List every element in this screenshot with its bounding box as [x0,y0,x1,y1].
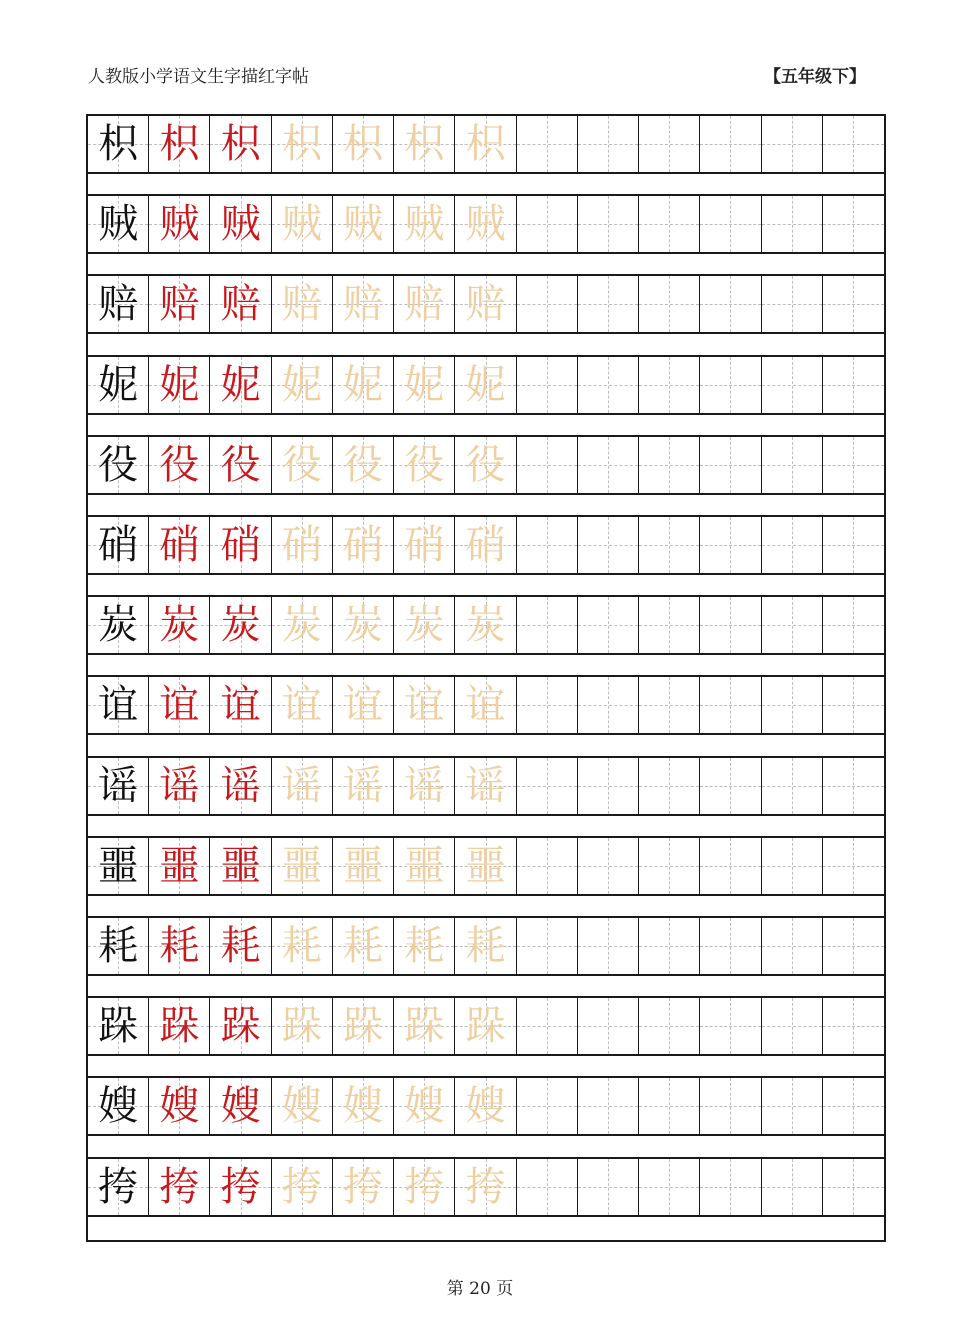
practice-row [88,675,884,735]
blank-writing-cell[interactable] [639,998,700,1054]
character-glyph: 嫂 [281,1083,322,1130]
blank-writing-cell[interactable] [517,1159,578,1215]
character-glyph: 挎 [281,1163,322,1210]
red-example-cell [149,838,210,894]
blank-writing-cell[interactable] [578,357,639,413]
blank-writing-cell[interactable] [762,517,823,573]
trace-cell [272,998,333,1054]
character-glyph: 硝 [465,522,506,568]
character-glyph: 炭 [281,602,322,649]
trace-cell [455,517,516,573]
blank-writing-cell[interactable] [823,677,884,733]
blank-writing-cell[interactable] [578,1078,639,1134]
character-glyph: 赔 [98,281,139,328]
trace-cell [333,437,394,493]
trace-cell [333,597,394,653]
character-glyph: 役 [343,441,384,488]
character-glyph: 炭 [220,602,261,649]
character-glyph: 嫂 [343,1083,384,1130]
character-glyph: 赔 [465,281,506,328]
red-example-cell [210,1078,271,1134]
blank-writing-cell[interactable] [578,838,639,894]
blank-writing-cell[interactable] [578,918,639,974]
blank-writing-cell[interactable] [762,437,823,493]
character-glyph: 役 [281,441,322,488]
character-glyph: 谣 [159,762,200,809]
character-glyph: 谣 [220,762,261,809]
red-example-cell [210,677,271,733]
trace-cell [455,196,516,252]
blank-writing-cell[interactable] [700,437,761,493]
blank-writing-cell[interactable] [578,597,639,653]
character-glyph: 炭 [343,602,384,649]
blank-writing-cell[interactable] [823,838,884,894]
model-character-cell [88,758,149,814]
character-glyph: 妮 [343,361,384,408]
trace-cell [455,276,516,332]
character-glyph: 耗 [465,923,506,969]
model-character-cell [88,597,149,653]
trace-cell [333,196,394,252]
trace-cell [272,276,333,332]
blank-writing-cell[interactable] [578,517,639,573]
practice-row [88,595,884,655]
character-glyph: 炭 [404,602,445,649]
trace-cell [394,838,455,894]
character-glyph: 噩 [404,842,445,889]
blank-writing-cell[interactable] [639,758,700,814]
red-example-cell [149,517,210,573]
character-glyph: 耗 [159,923,200,969]
trace-cell [455,116,516,172]
trace-cell [272,517,333,573]
red-example-cell [149,1159,210,1215]
character-glyph: 跺 [404,1003,445,1050]
character-glyph: 跺 [159,1003,200,1050]
trace-cell [455,998,516,1054]
blank-writing-cell[interactable] [578,677,639,733]
trace-cell [394,517,455,573]
blank-writing-cell[interactable] [639,597,700,653]
blank-writing-cell[interactable] [762,918,823,974]
blank-writing-cell[interactable] [700,677,761,733]
character-glyph: 挎 [404,1163,445,1210]
blank-writing-cell[interactable] [639,677,700,733]
trace-cell [333,918,394,974]
trace-cell [272,758,333,814]
character-glyph: 谊 [281,682,322,729]
character-glyph: 谣 [465,762,506,809]
red-example-cell [149,1078,210,1134]
character-glyph: 跺 [98,1003,139,1050]
blank-writing-cell[interactable] [517,196,578,252]
blank-writing-cell[interactable] [639,196,700,252]
practice-row [88,435,884,495]
trace-cell [394,437,455,493]
blank-writing-cell[interactable] [762,1078,823,1134]
blank-writing-cell[interactable] [823,116,884,172]
blank-writing-cell[interactable] [762,838,823,894]
trace-cell [272,437,333,493]
blank-writing-cell[interactable] [762,1159,823,1215]
model-character-cell [88,838,149,894]
red-example-cell [210,998,271,1054]
red-example-cell [149,196,210,252]
grade-label: 【五年级下】 [764,67,866,87]
character-glyph: 谊 [98,682,139,729]
blank-writing-cell[interactable] [823,517,884,573]
blank-writing-cell[interactable] [517,677,578,733]
trace-cell [394,276,455,332]
character-glyph: 妮 [404,361,445,408]
blank-writing-cell[interactable] [823,1078,884,1134]
model-character-cell [88,1078,149,1134]
blank-writing-cell[interactable] [700,1159,761,1215]
character-glyph: 贼 [281,201,322,248]
red-example-cell [149,437,210,493]
trace-cell [333,677,394,733]
blank-writing-cell[interactable] [517,597,578,653]
character-glyph: 贼 [404,201,445,248]
model-character-cell [88,116,149,172]
character-glyph: 妮 [281,361,322,408]
blank-writing-cell[interactable] [639,437,700,493]
page-header [88,62,866,88]
character-glyph: 噩 [281,842,322,889]
document-title: 人教版小学语文生字描红字帖 [88,67,309,87]
red-example-cell [210,758,271,814]
trace-cell [333,758,394,814]
blank-writing-cell[interactable] [823,276,884,332]
character-glyph: 噩 [98,842,139,889]
trace-cell [272,677,333,733]
blank-writing-cell[interactable] [700,1078,761,1134]
character-glyph: 硝 [404,522,445,568]
model-character-cell [88,1159,149,1215]
practice-row [88,756,884,816]
character-glyph: 嫂 [404,1083,445,1130]
page-number: 第 20 页 [446,1279,514,1299]
trace-cell [333,838,394,894]
character-glyph: 贼 [159,201,200,248]
trace-cell [272,918,333,974]
practice-row [88,1157,884,1217]
character-glyph: 枳 [98,121,139,167]
character-glyph: 贼 [465,201,506,248]
blank-writing-cell[interactable] [700,357,761,413]
model-character-cell [88,357,149,413]
trace-cell [272,1159,333,1215]
character-glyph: 硝 [98,522,139,568]
character-glyph: 谊 [159,682,200,729]
red-example-cell [149,758,210,814]
red-example-cell [149,116,210,172]
trace-cell [272,357,333,413]
character-glyph: 嫂 [220,1083,261,1130]
trace-cell [455,918,516,974]
character-glyph: 硝 [220,522,261,568]
trace-cell [333,116,394,172]
blank-writing-cell[interactable] [639,918,700,974]
blank-writing-cell[interactable] [762,357,823,413]
blank-writing-cell[interactable] [823,758,884,814]
character-glyph: 谊 [404,682,445,729]
trace-cell [333,1159,394,1215]
trace-cell [333,1078,394,1134]
trace-cell [333,357,394,413]
trace-cell [394,758,455,814]
red-example-cell [210,838,271,894]
character-glyph: 硝 [281,522,322,568]
character-glyph: 嫂 [159,1083,200,1130]
blank-writing-cell[interactable] [517,357,578,413]
character-glyph: 贼 [98,201,139,248]
red-example-cell [149,918,210,974]
trace-cell [455,597,516,653]
red-example-cell [210,918,271,974]
blank-writing-cell[interactable] [762,196,823,252]
character-glyph: 谣 [281,762,322,809]
practice-row [88,194,884,254]
blank-writing-cell[interactable] [700,998,761,1054]
character-glyph: 挎 [343,1163,384,1210]
model-character-cell [88,517,149,573]
trace-cell [394,918,455,974]
character-glyph: 谣 [343,762,384,809]
red-example-cell [210,1159,271,1215]
blank-writing-cell[interactable] [578,437,639,493]
practice-row [88,1076,884,1136]
practice-row [88,274,884,334]
character-glyph: 嫂 [98,1083,139,1130]
blank-writing-cell[interactable] [578,276,639,332]
character-glyph: 耗 [220,923,261,969]
character-glyph: 嫂 [465,1083,506,1130]
blank-writing-cell[interactable] [578,998,639,1054]
blank-writing-cell[interactable] [517,918,578,974]
trace-cell [455,758,516,814]
practice-row [88,996,884,1056]
blank-writing-cell[interactable] [517,517,578,573]
blank-writing-cell[interactable] [517,276,578,332]
blank-writing-cell[interactable] [762,116,823,172]
red-example-cell [210,276,271,332]
trace-cell [394,1159,455,1215]
character-glyph: 噩 [465,842,506,889]
character-glyph: 炭 [465,602,506,649]
trace-cell [455,1078,516,1134]
trace-cell [394,357,455,413]
blank-writing-cell[interactable] [823,998,884,1054]
trace-cell [272,116,333,172]
character-glyph: 赔 [220,281,261,328]
character-glyph: 炭 [98,602,139,649]
character-glyph: 妮 [98,361,139,408]
red-example-cell [210,437,271,493]
character-glyph: 赔 [281,281,322,328]
blank-writing-cell[interactable] [639,357,700,413]
character-glyph: 跺 [343,1003,384,1050]
blank-writing-cell[interactable] [639,1159,700,1215]
practice-row [88,116,884,174]
blank-writing-cell[interactable] [823,597,884,653]
character-glyph: 挎 [98,1163,139,1210]
red-example-cell [149,357,210,413]
blank-writing-cell[interactable] [517,1078,578,1134]
trace-cell [455,677,516,733]
character-glyph: 役 [159,441,200,488]
red-example-cell [210,357,271,413]
blank-writing-cell[interactable] [762,677,823,733]
blank-writing-cell[interactable] [517,437,578,493]
blank-writing-cell[interactable] [639,276,700,332]
blank-writing-cell[interactable] [517,998,578,1054]
character-glyph: 赔 [159,281,200,328]
trace-cell [333,998,394,1054]
trace-cell [394,597,455,653]
character-glyph: 耗 [281,923,322,969]
trace-cell [272,1078,333,1134]
character-glyph: 跺 [465,1003,506,1050]
blank-writing-cell[interactable] [823,918,884,974]
character-glyph: 枳 [404,121,445,167]
trace-cell [272,196,333,252]
model-character-cell [88,196,149,252]
character-glyph: 贼 [343,201,384,248]
blank-writing-cell[interactable] [639,116,700,172]
character-glyph: 挎 [159,1163,200,1210]
blank-writing-cell[interactable] [700,838,761,894]
blank-writing-cell[interactable] [517,758,578,814]
character-glyph: 挎 [465,1163,506,1210]
character-glyph: 噩 [159,842,200,889]
blank-writing-cell[interactable] [700,918,761,974]
trace-cell [394,677,455,733]
character-glyph: 噩 [343,842,384,889]
character-glyph: 噩 [220,842,261,889]
character-glyph: 贼 [220,201,261,248]
character-glyph: 谊 [343,682,384,729]
blank-writing-cell[interactable] [578,196,639,252]
practice-row [88,836,884,896]
character-glyph: 枳 [281,121,322,167]
character-glyph: 炭 [159,602,200,649]
model-character-cell [88,998,149,1054]
model-character-cell [88,276,149,332]
character-glyph: 耗 [343,923,384,969]
character-glyph: 役 [404,441,445,488]
red-example-cell [149,276,210,332]
red-example-cell [149,998,210,1054]
trace-cell [394,1078,455,1134]
character-glyph: 跺 [281,1003,322,1050]
trace-cell [394,998,455,1054]
blank-writing-cell[interactable] [823,196,884,252]
blank-writing-cell[interactable] [517,838,578,894]
red-example-cell [210,196,271,252]
blank-writing-cell[interactable] [517,116,578,172]
character-glyph: 枳 [343,121,384,167]
blank-writing-cell[interactable] [639,517,700,573]
character-glyph: 赔 [404,281,445,328]
blank-writing-cell[interactable] [700,597,761,653]
character-glyph: 耗 [98,923,139,969]
practice-row [88,515,884,575]
blank-writing-cell[interactable] [823,357,884,413]
blank-writing-cell[interactable] [578,1159,639,1215]
character-glyph: 耗 [404,923,445,969]
character-glyph: 谊 [220,682,261,729]
character-glyph: 谣 [98,762,139,809]
character-glyph: 谊 [465,682,506,729]
trace-cell [394,196,455,252]
character-glyph: 挎 [220,1163,261,1210]
red-example-cell [149,597,210,653]
character-glyph: 枳 [465,121,506,167]
character-glyph: 役 [220,441,261,488]
practice-row [88,355,884,415]
trace-cell [333,517,394,573]
blank-writing-cell[interactable] [823,437,884,493]
red-example-cell [210,116,271,172]
blank-writing-cell[interactable] [700,517,761,573]
character-glyph: 役 [465,441,506,488]
blank-writing-cell[interactable] [578,758,639,814]
character-glyph: 妮 [465,361,506,408]
trace-cell [455,437,516,493]
blank-writing-cell[interactable] [700,758,761,814]
character-glyph: 赔 [343,281,384,328]
red-example-cell [210,597,271,653]
blank-writing-cell[interactable] [700,196,761,252]
model-character-cell [88,918,149,974]
blank-writing-cell[interactable] [700,276,761,332]
trace-cell [455,1159,516,1215]
trace-cell [394,116,455,172]
trace-cell [272,597,333,653]
character-glyph: 跺 [220,1003,261,1050]
trace-cell [455,838,516,894]
character-glyph: 硝 [159,522,200,568]
character-glyph: 妮 [220,361,261,408]
character-glyph: 硝 [343,522,384,568]
trace-cell [455,357,516,413]
blank-writing-cell[interactable] [578,116,639,172]
model-character-cell [88,437,149,493]
character-glyph: 谣 [404,762,445,809]
practice-grid [86,114,886,1242]
character-glyph: 枳 [159,121,200,167]
blank-writing-cell[interactable] [639,1078,700,1134]
character-glyph: 枳 [220,121,261,167]
blank-writing-cell[interactable] [639,838,700,894]
blank-writing-cell[interactable] [762,758,823,814]
blank-writing-cell[interactable] [762,597,823,653]
blank-writing-cell[interactable] [762,998,823,1054]
trace-cell [272,838,333,894]
character-glyph: 役 [98,441,139,488]
model-character-cell [88,677,149,733]
character-glyph: 妮 [159,361,200,408]
red-example-cell [149,677,210,733]
trace-cell [333,276,394,332]
red-example-cell [210,517,271,573]
blank-writing-cell[interactable] [700,116,761,172]
blank-writing-cell[interactable] [823,1159,884,1215]
practice-row [88,916,884,976]
blank-writing-cell[interactable] [762,276,823,332]
